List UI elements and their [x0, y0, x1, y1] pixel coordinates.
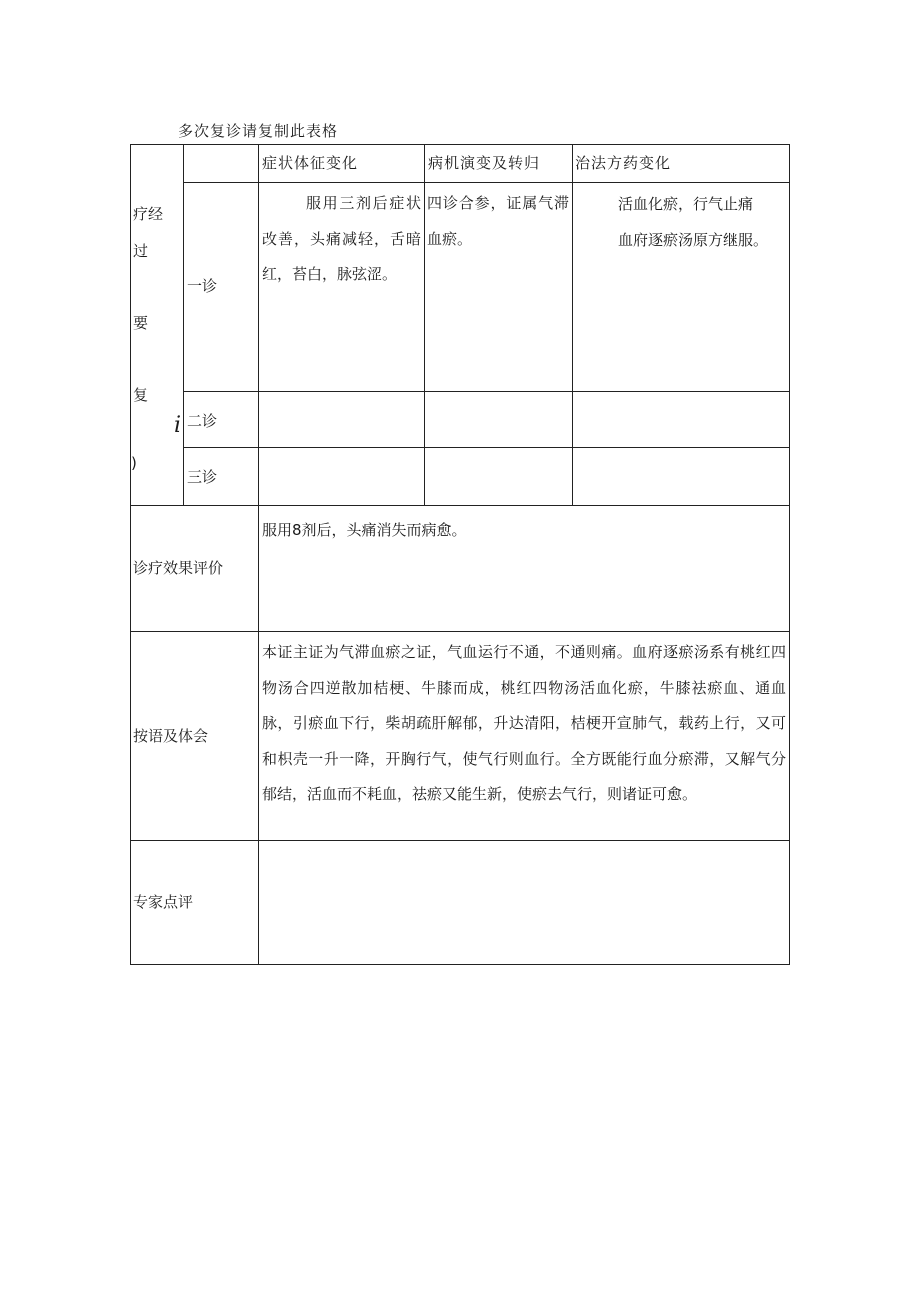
divider-visit-label: [258, 144, 259, 965]
visit2-row-bottom: [183, 447, 790, 448]
visit1-symptoms: 服用三剂后症状改善，头痛减轻，舌暗红，苔白，脉弦涩。: [262, 194, 421, 283]
evaluation-label: 诊疗效果评价: [133, 559, 224, 577]
header-row-bottom: [183, 182, 790, 183]
header-symptoms: 症状体征变化: [262, 154, 359, 172]
header-treatment: 治法方药变化: [575, 154, 672, 172]
visit1-treatment-line1: 活血化瘀，行气止痛: [618, 195, 754, 213]
side-label-line1: 疗经: [133, 205, 164, 223]
table-border-left: [130, 144, 131, 965]
divider-pathogenesis: [572, 144, 573, 505]
header-pathogenesis: 病机演变及转归: [428, 154, 541, 172]
commentary-label: 按语及体会: [133, 727, 209, 745]
side-label-mark: i: [174, 413, 182, 438]
copy-table-note: 多次复诊请复制此表格: [178, 122, 339, 140]
side-label-line5: ): [131, 454, 137, 472]
visit1-treatment-line2: 血府逐瘀汤原方继服。: [618, 231, 769, 249]
evaluation-section-bottom: [130, 631, 790, 632]
visit3-label: 三诊: [187, 468, 218, 486]
table-border-right: [789, 144, 790, 965]
commentary-text: 本证主证为气滞血瘀之证，气血运行不通，不通则痛。血府逐瘀汤系有桃红四物汤合四逆散加桔梗、牛膝而成，桃红四物汤活血化瘀，牛膝祛瘀血、通血脉，引瘀血下行，柴胡疏肝解郁，升达清阳，桔梗开宣肺气，载药上行，又可和枳壳一升一降，开胸行气，使气行则血行。全方既能行血分瘀滞，又解气分郁结，活血而不耗血，祛瘀又能生新，使瘀去气行，则诸证可愈。: [262, 643, 786, 803]
visit1-pathogenesis: 四诊合参，证属气滞血瘀。: [427, 194, 569, 248]
divider-side-label: [183, 144, 184, 505]
commentary-section-bottom: [130, 840, 790, 841]
divider-symptoms: [424, 144, 425, 505]
visit1-row-bottom: [183, 391, 790, 392]
treatment-section-bottom: [130, 505, 790, 506]
visit2-label: 二诊: [187, 412, 218, 430]
side-label-line2: 过: [133, 242, 149, 260]
side-label-line4: 复: [133, 386, 149, 404]
table-border-bottom: [130, 964, 790, 965]
evaluation-text: 服用8剂后，头痛消失而病愈。: [262, 521, 467, 539]
visit1-label: 一诊: [187, 277, 218, 295]
expert-label: 专家点评: [133, 893, 194, 911]
side-label-line3: 要: [133, 314, 149, 332]
table-border-top: [130, 144, 790, 145]
